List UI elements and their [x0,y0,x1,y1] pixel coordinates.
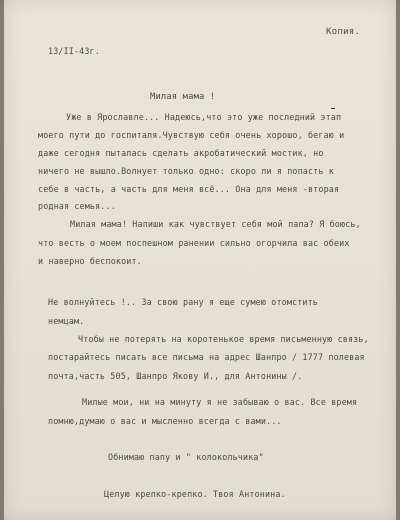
copy-mark: Копия. [326,26,361,37]
paragraph-5-line-2: помню,думаю о вас и мысленно всегда с вами... [48,416,282,426]
paragraph-1-line-3: даже сегодня пыталась сделать акробатический мостик, но [38,148,324,158]
paragraph-2-line-1: Милая мама! Напиши как чувствует себя мой папа? Я боюсь, [70,219,361,229]
paragraph-6: Обнимаю папу и " колокольчика" [108,452,264,462]
closing-signature: Целую крепко-крепко. Твоя Антонина. [104,489,286,499]
paragraph-1-line-2: моего пути до госпиталя.Чувствую себя очень хорошо, бегаю и [38,130,345,140]
letter-date: 13/II-43г. [48,46,100,56]
typewriter-correction-mark [331,108,335,111]
paragraph-1-line-6: родная семья... [38,201,116,211]
paragraph-4-line-2: постарайтесь писать все письма на адрес Шанпро / 1777 полевая [48,352,365,362]
paragraph-3-line-1: Не волнуйтесь !.. За свою рану я еще сумею отомстить [48,297,318,307]
paragraph-4-line-3: почта,часть 505, Шанпро Якову И., для Антонины /. [48,371,303,381]
paragraph-1-line-5: себе в часть, а часть для меня всё... Она для меня -вторая [38,184,340,194]
paragraph-1-line-4: ничего не вышло.Волнует только одно: скоро ли я попасть к [38,166,334,176]
paragraph-1-line-1: Уже в Ярославле... Надеюсь,что это уже последний этап [66,112,342,122]
paragraph-4-line-1: Чтобы не потерять на коротенькое время письменную связь, [78,334,369,344]
salutation: Милая мама ! [150,92,216,102]
paragraph-2-line-2: что весть о моем поспешном ранении сильно огорчила вас обеих [38,238,350,248]
paragraph-3-line-2: немцам. [48,316,85,326]
paragraph-2-line-3: и наверно беспокоит. [38,256,142,266]
paragraph-5-line-1: Милые мои, ни на минуту я не забываю о вас. Все время [82,397,358,407]
letter-sheet [4,0,396,520]
